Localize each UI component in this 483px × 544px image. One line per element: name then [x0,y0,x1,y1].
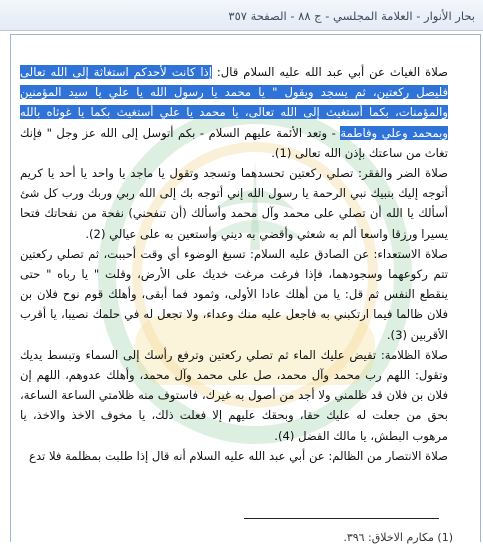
paragraph-text: - وتعد الأئمة عليهم السلام - بكم أتوسل إلى الله عز وجل " فإنك تغاث من ساعتك بإذن الله تعالى (1). [20,125,448,160]
selected-text[interactable]: إذا كانت لأحدكم استغاثة إلى الله تعالى فليصل ركعتين، ثم يسجد ويقول " يا محمد يا رسول الله يا علي يا سيد المؤمنين والمؤمنات، بكما أستغيث إلى الله تعالى، يا محمد يا علي أستغيث بكما يا غوثاه بالله وبمحمد وعلي وفاطمة [20,65,448,140]
paragraph-zulama: صلاة الظلامة: تفيض عليك الماء ثم تصلي ركعتين وترفع رأسك إلى السماء وتبسط يديك وتقول: اللهم رب محمد وآل محمد، صل على محمد وآل محمد، وأهلك عدوهم، اللهم إن فلان بن فلان قد ظلمني ولا أجد من أصول به غيرك، فاستوف منه ظلامتي الساعة الساعة، بحق من جعلت له عليك حقا، وبحقك عليهم إلا فعلت ذلك، يا مخوف الاخذ والاخذ، يا مرهوب البطش، يا مالك الفضل (4). [20,347,448,443]
footnote: (1) مكارم الاخلاق: ٣٩٦. [343,531,453,544]
document-body [20,62,448,466]
footnote-divider [244,518,439,519]
paragraph-text: صلاة الغياث عن أبي عبد الله عليه السلام قال: [211,65,448,79]
paragraph-istida: صلاة الاستعداء: عن الصادق عليه السلام: تسبغ الوضوء أي وقت أحببت، ثم تصلي ركعتين تتم ركوعهما وسجودهما، فإذا فرغت مرغت خديك على الأرض، وقلت " يا رباه " حتى ينقطع النفس ثم قل: يا من أهلك عادا الأولى، وثمود فما أبقى، وأهلك قوم نوح فلان بن فلان ظالما فيما ارتكبني به فاجعل عليه منك وعداء، ولا تجعل له في حلمك نصيبا، يا أقرب الأقربين (3). [20,246,448,342]
paragraph-intisar: صلاة الانتصار من الظالم: عن أبي عبد الله عليه السلام أنه قال إذا طلبت بمظلمة فلا تدع [29,448,448,463]
title-bar [0,0,483,31]
page-title: بحار الأنوار - العلامة المجلسي - ج ٨٨ - الصفحة ٣٥٧ [228,9,475,23]
paragraph-ghiyath [20,62,448,163]
paragraph-dhurr: صلاة الضر والفقر: تصلي ركعتين تحسدهما وتسجد وتقول يا ماجد يا واحد يا أحد يا كريم أتوجه إليك بنبيك نبي الرحمة يا رسول الله إني أتوجه بك إلى الله ربي وربك ورب كل شئ أسألك يا الله أن تصلي على محمد وآل محمد وأسألك (أن تنفحني) نفحة من نفحاتك فتحا يسيرا ورزقا واسعا ألم به شعثي وأقضي به ديني وأستعين به على عيالي (2). [20,166,448,241]
